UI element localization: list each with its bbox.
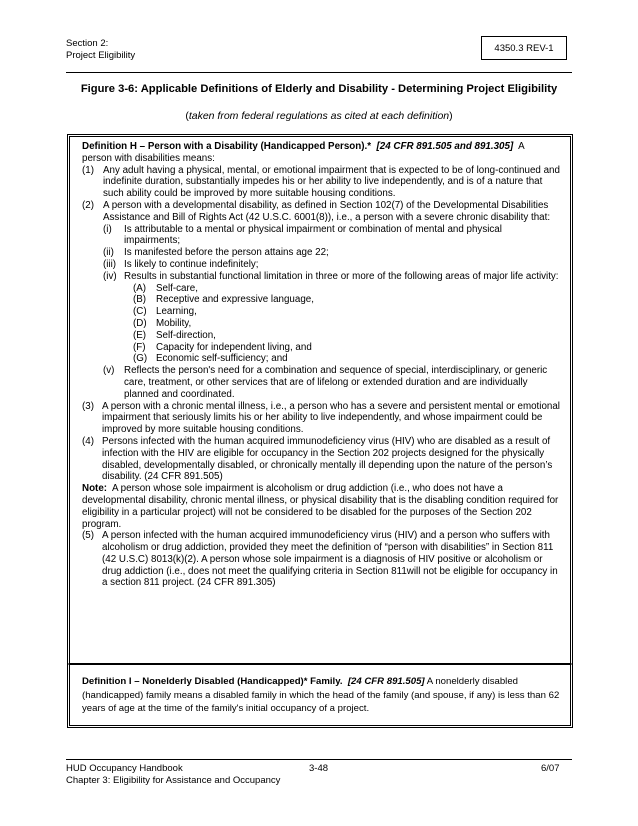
section-label [66, 38, 135, 62]
header-divider [66, 72, 572, 73]
list-item: (4) Persons infected with the human acquired immunodeficiency virus (HIV) who are disabled as a result of infection with the HIV are eligible for occupancy in the Section 202 projects designed for the physically disabled, developmentally disabled, or chronically mentally ill depending upon the nature of the person’s disability. (24 CFR 891.505) [82, 435, 553, 483]
definition-h [82, 141, 560, 589]
list-item: (1) Any adult having a physical, mental, or emotional impairment that is expected to be of long-continued and indefinite duration, substantially impedes his or her ability to live independently, and is of a nature that such ability could be improved by more suitable housing conditions. [82, 164, 560, 200]
document-code-box: 4350.3 REV-1 [481, 36, 567, 60]
chapter-title: Chapter 3: Eligibility for Assistance and Occupancy [66, 775, 281, 786]
sub-list-item: (iii) Is likely to continue indefinitely; [103, 258, 259, 270]
figure-subtitle: (taken from federal regulations as cited at each definition) [185, 110, 453, 122]
revision-date: 6/07 [541, 763, 560, 774]
sub-list-item: (iv) Results in substantial functional limitation in three or more of the following areas of major life activity: [103, 270, 559, 282]
definition-i-text: A nonelderly disabled (handicapped) family means a disabled family in which the head of the family (and spouse, if any) is less than 62 years of age at the time of the family's initial occupancy of a project. [82, 676, 560, 714]
definition-h-citation: [24 CFR 891.505 and 891.305] [376, 141, 514, 152]
definition-h-intro: Definition H – Person with a Disability (Handicapped Person).* [24 CFR 891.505 and 891.305] A person with disabilities means: [82, 141, 525, 164]
section-number: Section 2: [66, 38, 109, 49]
page-number: 3-48 [309, 763, 329, 774]
definition-i [82, 675, 560, 716]
definition-i-heading: Definition I – Nonelderly Disabled (Handicapped)* Family. [82, 676, 343, 687]
life-area-item: (C) Learning, [133, 306, 197, 318]
note-label: Note: [82, 483, 108, 495]
list-item: (3) A person with a chronic mental illness, i.e., a person who has a severe and persistent mental or emotional impairment that seriously limits his or her ability to live independently, and whose impairment could be improved by more suitable housing conditions. [82, 400, 560, 436]
sub-list-item: (i) Is attributable to a mental or physical impairment or combination of mental and physical impairments; [103, 223, 502, 247]
footer-left [66, 763, 280, 787]
sub-list-item: (ii) Is manifested before the person attains age 22; [103, 247, 329, 259]
life-area-item: (B) Receptive and expressive language, [133, 294, 314, 306]
life-area-item: (E) Self-direction, [133, 329, 216, 341]
definition-h-note: Note: A person whose sole impairment is alcoholism or drug addiction (i.e., who does not have a developmental disability, chronic mental illness, or physical disability that is the disabling condition required for eligibility in a particular project) will not be considered to be disabled for the purposes of the Section 202 program. [82, 483, 559, 530]
life-area-item: (A) Self-care, [133, 282, 198, 294]
footer-divider [66, 759, 572, 760]
definition-i-citation: [24 CFR 891.505] [347, 676, 425, 687]
sub-list-item: (v) Reflects the person's need for a combination and sequence of special, interdisciplinary, or generic care, treatment, or other services that are of lifelong or extended duration and are individually planned and coordinated. [103, 365, 548, 400]
section-title: Project Eligibility [66, 50, 136, 61]
figure-subtitle-text: taken from federal regulations as cited at each definition [188, 110, 450, 122]
figure-title: Figure 3-6: Applicable Definitions of Elderly and Disability - Determining Project Eligibility [80, 83, 558, 95]
life-area-item: (F) Capacity for independent living, and [133, 341, 312, 353]
list-item: (5) A person infected with the human acquired immunodeficiency virus (HIV) and a person who suffers with alcoholism or drug addiction, provided they meet the definition of “person with disabilities” in Section 811 (42 U.S.C) 8013(k)(2). A person whose sole impairment is a diagnosis of HIV positive or alcoholism or drug addiction (i.e., does not meet the qualifying criteria in Section 811will not be eligible for occupancy in a section 811 project. (24 CFR 891.305) [82, 530, 558, 589]
definition-h-heading: Definition H – Person with a Disability (Handicapped Person).* [82, 141, 372, 152]
life-area-item: (G) Economic self-sufficiency; and [133, 353, 288, 365]
life-area-item: (D) Mobility, [133, 317, 192, 329]
handbook-title: HUD Occupancy Handbook [66, 763, 183, 774]
list-item: (2) A person with a developmental disability, as defined in Section 102(7) of the Developmental Disabilities Assistance and Bill of Rights Act (42 U.S.C. 6001(8)), i.e., a person with a severe chronic disability that: [82, 199, 551, 223]
